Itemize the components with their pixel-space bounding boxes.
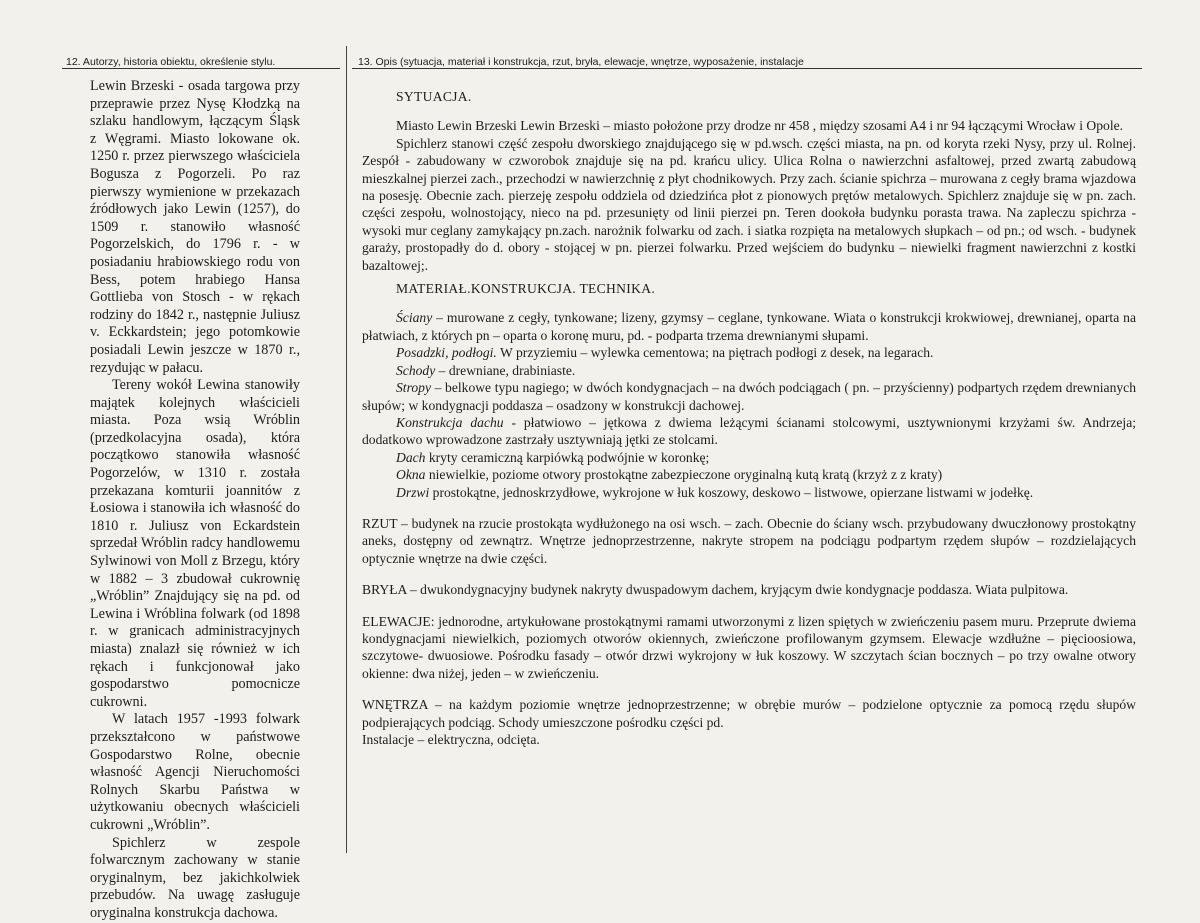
dach-label: Dach — [396, 449, 426, 465]
dach-text: kryty ceramiczną karpiówką podwójnie w koronkę; — [425, 449, 710, 465]
konstrukcja-text: - płatwiowo – jętkowa z dwiema leżącymi ścianami stolcowymi, usztywnionymi krzyżami św. Andrzeja; dodatkowo wprowadzone zastrzały usztywniają jętki ze stolcami. — [362, 414, 1137, 448]
dach-entry — [362, 449, 1136, 466]
posadzki-label: Posadzki, podłogi. — [396, 345, 497, 361]
history-paragraph-3: W latach 1957 -1993 folwark przekształcono w państwowe Gospodarstwo Rolne, obecnie własność Agencji Nieruchomości Rolnych Skarbu Państwa w użytkowaniu obecnych właścicieli cukrowni „Wróblin”. — [90, 711, 300, 833]
history-paragraph-1: Lewin Brzeski - osada targowa przy przeprawie przez Nysę Kłodzką na szlaku handlowym, łączącym Śląsk z Węgrami. Miasto lokowane ok. 1250 r. przez pierwszego właściciela Bogusza z Pogorzeli. Po raz pierwszy wymienione w przekazach źródłowych jako Lewin (1257), do 1509 r. stanowiło własność Pogorzelskich, do 1796 r. - w posiadaniu hrabiowskiego rodu von Bess, potem hrabiego Hansa Gottlieba von Stosch - w rękach rodziny do 1842 r., następnie Juliusz v. Eckkardstein; jego potomkowie posiadali Lewin jeszcze w 1870 r., rezydując w pałacu. — [90, 78, 300, 376]
history-column — [90, 78, 300, 923]
drzwi-text: prostokątne, jednoskrzydłowe, wykrojone w łuk koszowy, deskowo – listwowe, opierzane listwami w jodełkę. — [429, 484, 1034, 500]
material-heading: MATERIAŁ.KONSTRUKCJA. TECHNIKA. — [396, 281, 656, 297]
okna-label: Okna — [396, 467, 426, 483]
sciany-label: Ściany — [396, 310, 433, 326]
wnetrza-paragraph: WNĘTRZA – na każdym poziomie wnętrze jednoprzestrzenne; w obrębie murów – podzielone optycznie za pomocą rzędu słupów podpierających podciąg. Schody umieszczone pośrodku części pd. — [362, 697, 1136, 730]
schody-entry — [362, 362, 1136, 379]
posadzki-text: W przyziemiu – wylewka cementowa; na piętrach podłogi z desek, na legarach. — [496, 345, 934, 361]
column-divider — [346, 46, 347, 853]
history-paragraph-2: Tereny wokół Lewina stanowiły majątek kolejnych właścicieli miasta. Poza wsią Wróblin (przedkolacyjna osada), która początkowo stanowiła własność Pogorzelów, w 1310 r. została przekazana komturii joannitów z Łosiowa i stanowiła ich własność do 1810 r. Juliusz von Eckardstein sprzedał Wróblin radcy handlowemu Sylwinowi von Moll z Brzegu, który w 1882 – 3 zbudował cukrownię „Wróblin” Znajdujący się na pd. od Lewina i Wróblina folwark (od 1898 r. w granicach administracyjnych miasta) znalazł się również w ich rękach i funkcjonował jako gospodarstwo pomocnicze cukrowni. — [90, 377, 300, 710]
posadzki-entry — [362, 344, 1136, 361]
drzwi-entry — [362, 484, 1136, 501]
okna-text: niewielkie, poziome otwory prostokątne zabezpieczone oryginalną kutą kratą (krzyż z z kraty) — [425, 467, 943, 483]
header-rule-right — [352, 68, 1142, 69]
stropy-entry — [362, 379, 1136, 414]
section-12-header: 12. Autorzy, historia obiektu, określenie stylu. — [66, 56, 276, 68]
konstrukcja-label: Konstrukcja dachu — [396, 414, 504, 430]
drzwi-label: Drzwi — [396, 484, 430, 500]
stropy-text: – belkowe typu nagiego; w dwóch kondygnacjach – na dwóch podciągach ( pn. – przyścienny) podpartych rzędem drewnianych słupów; w kondygnacji poddasza – osadzony w konstrukcji dachowej. — [362, 380, 1136, 413]
section-13-header: 13. Opis (sytuacja, materiał i konstrukcja, rzut, bryła, elewacje, wnętrze, wyposażenie, instalacje — [358, 56, 804, 68]
stropy-label: Stropy — [396, 380, 431, 396]
sytuacja-heading: SYTUACJA. — [396, 89, 472, 104]
sciany-text: – murowane z cegły, tynkowane; lizeny, gzymsy – ceglane, tynkowane. Wiata o konstrukcji krokwiowej, drewnianej, oparta na płatwiach, z których pn – oparta o koronę muru, pd. - podparta trzema drewnianymi słupami. — [362, 310, 1136, 343]
schody-text: – drewniane, drabiniaste. — [435, 362, 576, 378]
description-column — [362, 88, 1136, 748]
instalacje-paragraph: Instalacje – elektryczna, odcięta. — [362, 732, 540, 747]
history-paragraph-4: Spichlerz w zespole folwarcznym zachowany w stanie oryginalnym, bez jakichkolwiek przebudów. Na uwagę zasługuje oryginalna konstrukcja dachowa. — [90, 834, 300, 921]
elewacje-paragraph: ELEWACJE: jednorodne, artykułowane prostokątnymi ramami utworzonymi z lizen spiętych w zwieńczeniu pasem muru. Przeprute dwiema kondygnacjami niewielkich, poziomych otworów okiennych, zwieńczone profilowanym gzymsem. Elewacje wzdłużne – pięcioosiowa, szczytowe- dwuosiowe. Pośrodku fasady – otwór drzwi wykrojony w łuk koszowy. W szczytach ścian bocznych – po trzy owalne otwory okienne: dwa niżej, jeden – w zwieńczeniu. — [362, 613, 1136, 681]
sytuacja-paragraph-2: Spichlerz stanowi część zespołu dworskiego znajdującego się w pd.wsch. części miasta, na pn. od koryta rzeki Nysy, przy ul. Rolnej. Zespół - zabudowany w czworobok znajduje się na pd. krańcu ulicy. Ulica Rolna o nawierzchni asfaltowej, przed zwartą zabudową mieszkalnej pierzei zach., przechodzi w nawierzchnię z płyt chodnikowych. Przy zach. ścianie spichrza – murowana z cegły brama wjazdowa na posesję. Obecnie zach. pierzeję zespołu oddziela od dziedzińca płot z pionowych prętów metalowych. Spichlerz znajduje się w pn. zach. części zespołu, wolnostojący, nieco na pd. przesunięty od linii pierzei pn. Teren dookoła budynku porasta trawa. Na zapleczu spichrza - wysoki mur ceglany zamykający pn.zach. narożnik folwarku od zach. i siatka rozpięta na metalowych słupkach – od pn.; od wsch. - budynek garaży, prostopadły do d. obory - stojącej w pn. pierzei folwarku. Przed wejściem do budynku – niewielki fragment nawierzchni z kostki bazaltowej;. — [362, 135, 1136, 273]
rzut-paragraph: RZUT – budynek na rzucie prostokąta wydłużonego na osi wsch. – zach. Obecnie do ściany wsch. przybudowany dwuczłonowy prostokątny aneks, dostępny od zewnątrz. Wnętrze jednoprzestrzenne, nakryte stropem na podciągu podpartym rzędem słupów – rozdzielających optycznie wnętrze na dwie części. — [362, 515, 1136, 566]
schody-label: Schody — [396, 362, 436, 378]
okna-entry — [362, 466, 1136, 483]
sciany-entry — [362, 309, 1136, 344]
sytuacja-paragraph-1: Miasto Lewin Brzeski Lewin Brzeski – miasto położone przy drodze nr 458 , między szosami A4 i nr 94 łączącymi Wrocław i Opole. — [396, 118, 1124, 134]
konstrukcja-entry — [362, 414, 1136, 449]
bryla-paragraph: BRYŁA – dwukondygnacyjny budynek nakryty dwuspadowym dachem, kryjącym dwie kondygnacje poddasza. Wiata pulpitowa. — [362, 582, 1069, 598]
header-rule-left — [62, 68, 340, 69]
